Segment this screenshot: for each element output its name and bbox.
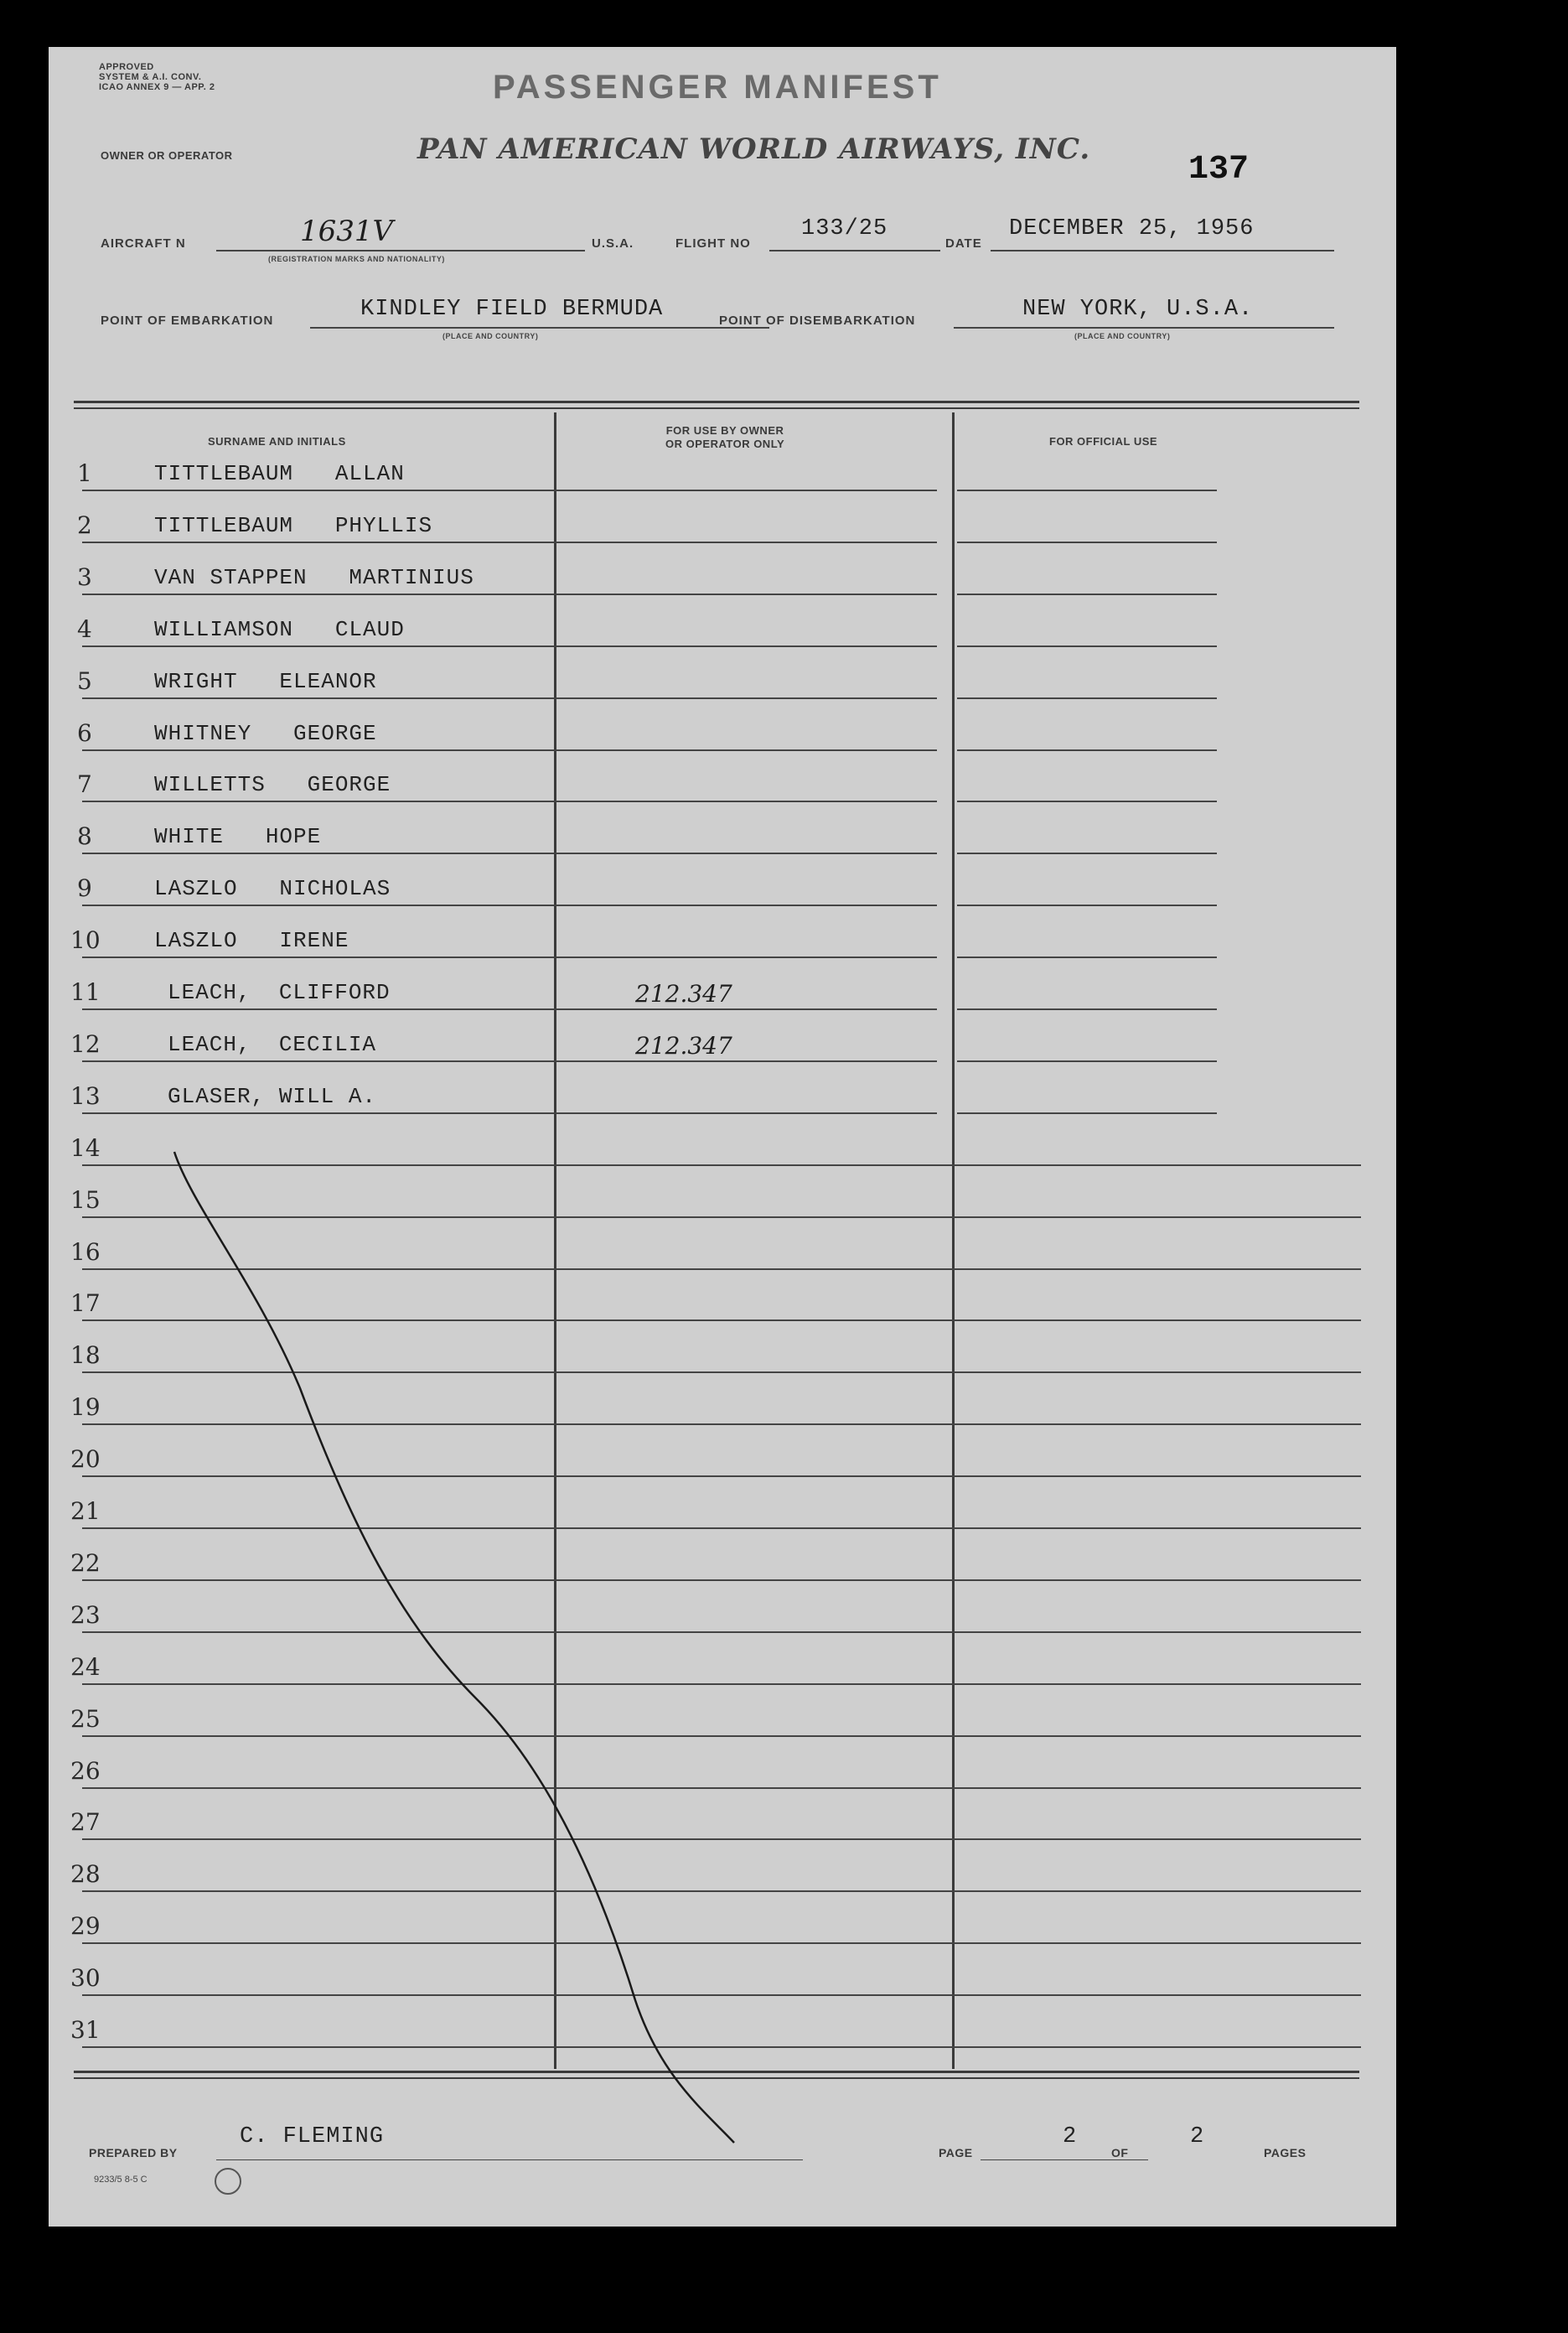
row-number: 23 bbox=[70, 1601, 101, 1629]
row-number: 26 bbox=[70, 1757, 101, 1785]
page-underline bbox=[981, 2159, 1148, 2160]
passenger-name: WILLIAMSON CLAUD bbox=[154, 617, 405, 642]
page-label: PAGE bbox=[939, 2146, 973, 2159]
passenger-name: LEACH, CECILIA bbox=[168, 1032, 377, 1057]
row-number: 24 bbox=[70, 1653, 101, 1681]
row-number: 12 bbox=[70, 1030, 101, 1058]
flight-value: 133/25 bbox=[801, 216, 888, 241]
row-number: 29 bbox=[70, 1912, 101, 1940]
disembark-value: NEW YORK, U.S.A. bbox=[1022, 297, 1254, 322]
approval-line: SYSTEM & A.I. CONV. bbox=[99, 72, 202, 82]
row-number: 8 bbox=[77, 822, 92, 850]
col-header-owner-line: FOR USE BY OWNER bbox=[665, 424, 784, 437]
embark-note: (PLACE AND COUNTRY) bbox=[442, 332, 539, 340]
pages-label: PAGES bbox=[1264, 2146, 1307, 2159]
col-header-official: FOR OFFICIAL USE bbox=[1049, 435, 1158, 448]
row-number: 19 bbox=[70, 1393, 101, 1421]
disembark-note: (PLACE AND COUNTRY) bbox=[1074, 332, 1171, 340]
approval-line: ICAO ANNEX 9 — APP. 2 bbox=[99, 82, 215, 92]
row-number: 28 bbox=[70, 1860, 101, 1888]
row-number: 22 bbox=[70, 1549, 101, 1577]
passenger-name: LASZLO IRENE bbox=[154, 928, 349, 953]
date-value: DECEMBER 25, 1956 bbox=[1009, 216, 1255, 241]
owner-value: PAN AMERICAN WORLD AIRWAYS, INC. bbox=[417, 132, 1091, 166]
row-number: 6 bbox=[77, 719, 92, 747]
strike-path bbox=[174, 1152, 734, 2143]
strike-through-line bbox=[49, 47, 1396, 2227]
row-number: 2 bbox=[77, 511, 92, 539]
owner-use-value: 212.347 bbox=[635, 1032, 732, 1060]
embark-label: POINT OF EMBARKATION bbox=[101, 314, 274, 328]
row-number: 4 bbox=[77, 615, 92, 643]
row-number: 15 bbox=[70, 1186, 101, 1214]
flight-label: FLIGHT NO bbox=[675, 236, 751, 251]
passenger-name: TITTLEBAUM PHYLLIS bbox=[154, 513, 433, 538]
row-number: 20 bbox=[70, 1445, 101, 1473]
form-title: PASSENGER MANIFEST bbox=[493, 69, 942, 106]
row-number: 7 bbox=[77, 770, 92, 798]
row-number: 10 bbox=[70, 926, 101, 954]
passenger-name: WILLETTS GEORGE bbox=[154, 772, 391, 797]
prepared-label: PREPARED BY bbox=[89, 2146, 178, 2159]
row-number: 1 bbox=[77, 459, 92, 487]
row-number: 30 bbox=[70, 1964, 101, 1992]
aircraft-label: AIRCRAFT N bbox=[101, 236, 186, 251]
row-number: 16 bbox=[70, 1238, 101, 1266]
row-number: 17 bbox=[70, 1289, 101, 1317]
page-stamp: 137 bbox=[1188, 151, 1250, 189]
row-number: 13 bbox=[70, 1082, 101, 1110]
col-header-names: SURNAME AND INITIALS bbox=[208, 435, 346, 448]
of-label: OF bbox=[1111, 2146, 1129, 2159]
union-label-stamp-icon bbox=[215, 2168, 241, 2195]
row-number: 31 bbox=[70, 2016, 101, 2044]
row-number: 5 bbox=[77, 667, 92, 695]
of-value: 2 bbox=[1190, 2124, 1205, 2149]
manifest-sheet bbox=[49, 47, 1396, 2227]
aircraft-value: 1631V bbox=[300, 215, 394, 248]
row-number: 11 bbox=[70, 978, 101, 1006]
owner-use-value: 212.347 bbox=[635, 980, 732, 1008]
passenger-name: WHITE HOPE bbox=[154, 824, 322, 849]
row-number: 21 bbox=[70, 1497, 101, 1525]
passenger-name: LEACH, CLIFFORD bbox=[168, 980, 391, 1005]
row-number: 3 bbox=[77, 563, 92, 591]
usa-label: U.S.A. bbox=[592, 236, 634, 251]
approval-line: APPROVED bbox=[99, 62, 154, 72]
row-number: 25 bbox=[70, 1705, 101, 1733]
passenger-name: WRIGHT ELEANOR bbox=[154, 669, 377, 694]
passenger-name: GLASER, WILL A. bbox=[168, 1084, 377, 1109]
row-number: 27 bbox=[70, 1808, 101, 1836]
owner-label: OWNER OR OPERATOR bbox=[101, 149, 233, 162]
page-value: 2 bbox=[1063, 2124, 1078, 2149]
col-header-owner-line: OR OPERATOR ONLY bbox=[665, 438, 785, 450]
date-label: DATE bbox=[945, 236, 982, 251]
passenger-name: WHITNEY GEORGE bbox=[154, 721, 377, 746]
prepared-value: C. FLEMING bbox=[240, 2124, 385, 2149]
row-number: 18 bbox=[70, 1341, 101, 1369]
prepared-underline bbox=[216, 2159, 803, 2160]
row-number: 14 bbox=[70, 1134, 101, 1162]
form-code: 9233/5 8-5 C bbox=[94, 2175, 147, 2185]
disembark-label: POINT OF DISEMBARKATION bbox=[719, 314, 916, 328]
row-number: 9 bbox=[77, 874, 92, 902]
passenger-name: VAN STAPPEN MARTINIUS bbox=[154, 565, 474, 590]
passenger-name: TITTLEBAUM ALLAN bbox=[154, 461, 405, 486]
passenger-name: LASZLO NICHOLAS bbox=[154, 876, 391, 901]
embark-value: KINDLEY FIELD BERMUDA bbox=[360, 297, 664, 322]
registration-note: (REGISTRATION MARKS AND NATIONALITY) bbox=[268, 255, 445, 263]
